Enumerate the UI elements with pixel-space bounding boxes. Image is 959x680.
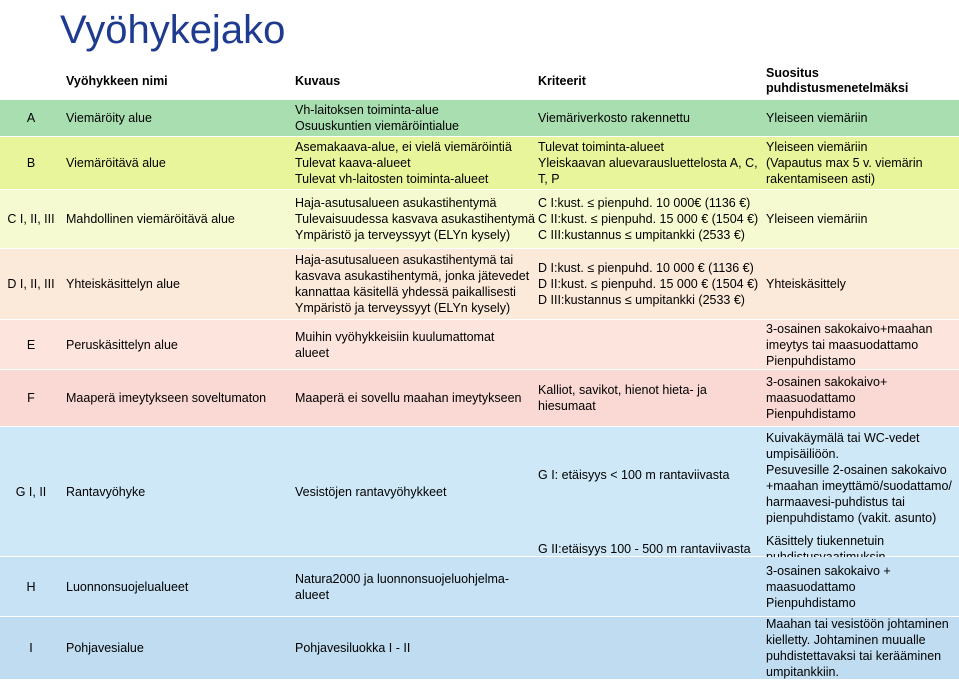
zone-description-line: Haja-asutusalueen asukastihentymä tai (295, 253, 514, 267)
zone-criteria (538, 320, 763, 369)
zone-description-lines (295, 195, 535, 243)
zone-recommendation (766, 617, 958, 679)
page-title: Vyöhykejako (60, 8, 286, 52)
zone-criteria-line: Viemäriverkosto rakennettu (538, 111, 690, 125)
header-recommendation-line: Suositus (766, 66, 819, 80)
zone-description-lines (295, 329, 494, 361)
zone-description (295, 137, 535, 189)
zone-recommendation-line: umpisäiliöön. (766, 447, 839, 461)
zone-description-line: Ympäristö ja terveyssyyt (ELYn kysely) (295, 228, 511, 242)
header-desc: Kuvaus (295, 74, 341, 88)
zone-recommendation (766, 370, 958, 426)
zone-code: F (27, 391, 35, 405)
zone-recommendation-lines (766, 563, 891, 611)
zone-description-lines (295, 484, 446, 500)
zone-name: Viemäröitävä alue (66, 156, 166, 170)
zone-description-line: Osuuskuntien viemäröintialue (295, 119, 459, 133)
zone-description-lines (295, 252, 529, 316)
zone-criteria-line: D III:kustannus ≤ umpitankki (2533 €) (538, 293, 745, 307)
zone-recommendation-line: Pienpuhdistamo (766, 595, 856, 610)
zone-recommendation-line: Yleiseen viemäriin (766, 140, 868, 154)
zone-recommendation (766, 137, 958, 189)
zone-recommendation-line: 3-osainen sakokaivo+ (766, 375, 888, 389)
zone-description (295, 370, 535, 426)
zone-description-line: Asemakaava-alue, ei vielä viemäröintiä (295, 140, 512, 154)
zone-recommendation-line: Pienpuhdistamo (766, 407, 856, 421)
zone-criteria-line: C II:kust. ≤ pienpuhd. 15 000 € (1504 €) (538, 212, 759, 226)
zone-name: Peruskäsittelyn alue (66, 337, 178, 352)
zone-description-lines (295, 571, 509, 603)
zone-description (295, 249, 535, 319)
table-row (0, 190, 959, 248)
zone-description-lines (295, 390, 522, 406)
zone-description-line: Pohjavesiluokka I - II (295, 641, 411, 655)
zone-code: I (29, 641, 33, 655)
zone-recommendation (766, 249, 958, 319)
zone-recommendation-line: pienpuhdistamo (vakit. asunto) (766, 511, 937, 525)
zone-criteria (538, 137, 763, 189)
zone-criteria (538, 617, 763, 679)
zone-name: Pohjavesialue (66, 641, 144, 655)
zone-criteria-line: T, P (538, 172, 560, 186)
header-recommendation-line: puhdistusmenetelmäksi (766, 81, 909, 95)
zone-description-line: Tulevaisuudessa kasvava asukastihentymä (295, 212, 535, 226)
zone-description-line: Tulevat kaava-alueet (295, 156, 411, 170)
zone-recommendation-line: umpitankkiin. (766, 665, 839, 679)
zone-recommendation-line: puhdistettavaksi tai kerääminen (766, 649, 942, 663)
table-header (0, 63, 959, 99)
zone-description (295, 617, 535, 679)
zone-criteria-line: hiesumaat (538, 399, 596, 413)
zone-recommendation-line: 3-osainen sakokaivo + (766, 563, 891, 578)
zone-recommendation-line: Maahan tai vesistöön johtaminen (766, 617, 949, 631)
zone-criteria (538, 190, 763, 248)
zone-recommendation-line: Kuivakäymälä tai WC-vedet (766, 431, 920, 445)
header-crit: Kriteerit (538, 74, 586, 88)
zone-criteria-line: Tulevat toiminta-alueet (538, 140, 664, 154)
zone-description-lines (295, 139, 512, 187)
zone-recommendation-line: Pienpuhdistamo (766, 353, 856, 368)
zone-criteria (538, 100, 763, 136)
zone-recommendation-line: Pesuvesille 2-osainen sakokaivo (766, 463, 947, 477)
zone-criteria-lines (538, 195, 758, 243)
zone-recommendation-line: Yhteiskäsittely (766, 277, 846, 291)
zone-name: Rantavyöhyke (66, 484, 146, 499)
zone-criteria-secondary-lines (538, 541, 751, 557)
zone-description (295, 557, 535, 616)
zone-description-lines (295, 102, 459, 134)
zone-description-lines (295, 640, 410, 656)
zone-recommendation-line: kielletty. Johtaminen muualle (766, 633, 926, 647)
zone-name: Viemäröity alue (66, 111, 152, 125)
zone-criteria-lines (538, 110, 690, 126)
zone-criteria-line: G I: etäisyys < 100 m rantaviivasta (538, 468, 730, 482)
header-recommendation (766, 63, 958, 99)
zone-description (295, 100, 535, 136)
zone-recommendation-line: Yleiseen viemäriin (766, 212, 868, 226)
zone-recommendation (766, 190, 958, 248)
zone-description-line: kannattaa käsitellä yhdessä paikallisesti (295, 285, 516, 299)
zone-recommendation-line: rakentamiseen asti) (766, 172, 876, 186)
zone-criteria-line: C I:kust. ≤ pienpuhd. 10 000€ (1136 €) (538, 196, 751, 210)
zone-recommendation-lines (766, 276, 846, 292)
zone-description-line: Natura2000 ja luonnonsuojeluohjelma- (295, 571, 510, 586)
zone-description (295, 320, 535, 369)
zone-recommendation (766, 100, 958, 136)
zone-code: H (26, 579, 36, 594)
table-row (0, 370, 959, 426)
zone-criteria-lines (538, 382, 707, 414)
header-name: Vyöhykkeen nimi (66, 74, 168, 88)
table-row (0, 557, 959, 616)
zone-recommendation (766, 320, 958, 369)
zone-criteria-line: C III:kustannus ≤ umpitankki (2533 €) (538, 228, 745, 242)
zone-recommendation-lines (766, 430, 952, 526)
zone-description-line: Tulevat vh-laitosten toiminta-alueet (295, 172, 489, 186)
table-row (0, 100, 959, 136)
zone-criteria-line: Yleiskaavan aluevarausluettelosta A, C, (538, 156, 758, 170)
zone-recommendation-lines (766, 374, 887, 422)
zone-recommendation-line: harmaavesi-puhdistus tai (766, 495, 905, 509)
zone-recommendation (766, 557, 958, 616)
zone-name: Mahdollinen viemäröitävä alue (66, 212, 235, 226)
zone-criteria-line: D I:kust. ≤ pienpuhd. 10 000 € (1136 €) (538, 261, 754, 275)
zone-name: Yhteiskäsittelyn alue (66, 277, 180, 291)
zone-recommendation-lines (766, 139, 923, 187)
zone-description-line: Vesistöjen rantavyöhykkeet (295, 484, 447, 499)
table-row (0, 617, 959, 679)
table-row (0, 249, 959, 319)
zone-criteria-lines (538, 467, 729, 483)
zone-recommendation-line: maasuodattamo (766, 391, 856, 405)
zone-name: Luonnonsuojelualueet (66, 579, 189, 594)
zone-recommendation-line: (Vapautus max 5 v. viemärin (766, 156, 923, 170)
zone-code: A (26, 111, 36, 125)
zone-description-line: Haja-asutusalueen asukastihentymä (295, 196, 497, 210)
zone-recommendation-line: 3-osainen sakokaivo+maahan (766, 321, 933, 336)
zone-description-line: Ympäristö ja terveyssyyt (ELYn kysely) (295, 301, 511, 315)
zone-description-line: alueet (295, 345, 330, 360)
zone-recommendation-line: imeytys tai maasuodattamo (766, 337, 919, 352)
zone-recommendation-secondary-line: Käsittely tiukennetuin (766, 534, 885, 548)
zone-recommendation-lines (766, 616, 949, 680)
table-row (0, 137, 959, 189)
zone-criteria (538, 249, 763, 319)
zone-criteria-lines (538, 139, 758, 187)
zone-recommendation-lines (766, 110, 867, 126)
zone-criteria-lines (538, 260, 758, 308)
zone-criteria (538, 370, 763, 426)
zone-description-line: Muihin vyöhykkeisiin kuulumattomat (295, 329, 495, 344)
zone-name: Maaperä imeytykseen soveltumaton (66, 391, 267, 405)
zone-code: B (26, 156, 36, 170)
zone-recommendation-lines (766, 211, 867, 227)
zone-criteria (538, 557, 763, 616)
zone-recommendation-line: maasuodattamo (766, 579, 856, 594)
zone-recommendation-line: +maahan imeyttämö/suodattamo/ (766, 479, 952, 493)
zone-description (295, 190, 535, 248)
zone-description-line: Vh-laitoksen toiminta-alue (295, 103, 439, 117)
zone-recommendation-line: Yleiseen viemäriin (766, 111, 868, 125)
zone-code: D I, II, III (7, 277, 55, 291)
zone-description-line: alueet (295, 587, 330, 602)
zone-recommendation-lines (766, 321, 932, 369)
zone-description-line: kasvava asukastihentymä, jonka jätevedet (295, 269, 530, 283)
zone-criteria-line: D II:kust. ≤ pienpuhd. 15 000 € (1504 €) (538, 277, 759, 291)
header-recommendation-lines (766, 66, 908, 96)
table-row (0, 320, 959, 369)
zone-code: G I, II (15, 484, 47, 499)
zone-code: E (26, 337, 36, 352)
zone-criteria-secondary-line: G II:etäisyys 100 - 500 m rantaviivasta (538, 542, 751, 556)
zone-code: C I, II, III (7, 212, 55, 226)
zone-description-line: Maaperä ei sovellu maahan imeytykseen (295, 391, 522, 405)
zone-criteria-line: Kalliot, savikot, hienot hieta- ja (538, 383, 707, 397)
